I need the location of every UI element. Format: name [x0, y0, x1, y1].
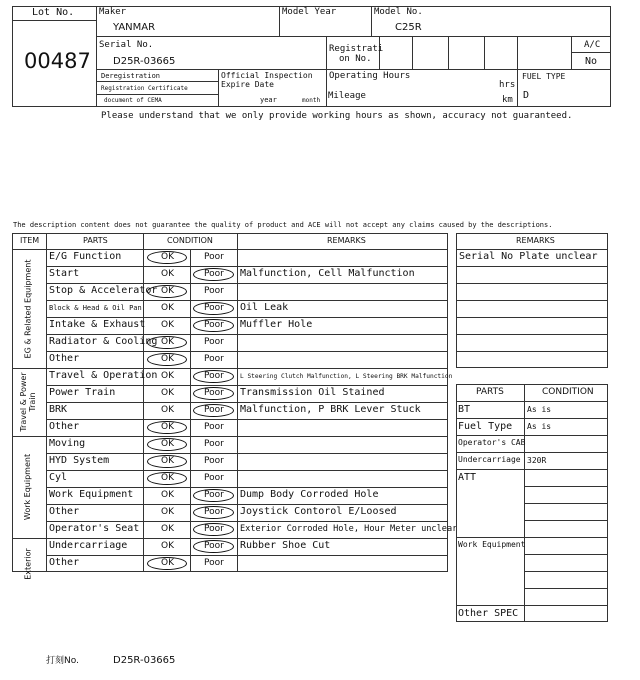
parts-name: Operator's CAB	[458, 438, 526, 447]
group-label: Travel & Power Train	[19, 372, 37, 432]
remark-text: L Steering Clutch Malfunction, L Steering BRK Malfunction	[240, 373, 453, 380]
poor-option: Poor	[204, 507, 224, 517]
column-header-parts: PARTS	[83, 236, 108, 245]
ok-selected-mark	[147, 438, 187, 451]
poor-selected-mark	[193, 370, 234, 383]
row-divider	[524, 486, 608, 487]
poor-selected-mark	[193, 387, 234, 400]
part-name: Work Equipment	[49, 489, 134, 500]
condition-column-header: CONDITION	[542, 387, 594, 397]
serial-value: D25R-03665	[113, 56, 176, 67]
poor-option: Poor	[204, 303, 224, 313]
column-header-remarks: REMARKS	[327, 236, 366, 245]
lot-number: 00487	[24, 49, 91, 73]
poor-option: Poor	[204, 252, 224, 262]
divider	[218, 69, 219, 107]
divider	[12, 20, 96, 21]
poor-option: Poor	[204, 524, 224, 534]
group-label: EG & Related Equipment	[23, 259, 32, 358]
remark-text: Oil Leak	[240, 302, 289, 313]
ok-option: OK	[161, 490, 174, 500]
ok-option: OK	[161, 354, 174, 364]
parts-condition: As is	[527, 405, 552, 414]
poor-option: Poor	[204, 388, 224, 398]
row-divider	[46, 334, 448, 335]
poor-option: Poor	[204, 456, 224, 466]
row-divider	[456, 334, 608, 335]
row-divider	[46, 470, 448, 471]
divider	[448, 36, 449, 69]
ok-selected-mark	[147, 557, 187, 570]
poor-selected-mark	[193, 302, 234, 315]
poor-selected-mark	[193, 268, 234, 281]
ok-option: OK	[161, 337, 174, 347]
part-name: Other	[49, 421, 80, 432]
ok-option: OK	[161, 286, 174, 296]
poor-option: Poor	[204, 269, 224, 279]
hours-note: Please understand that we only provide working hours as shown, accuracy not guaranteed.	[101, 111, 573, 121]
row-divider	[46, 351, 448, 352]
poor-option: Poor	[204, 490, 224, 500]
poor-option: Poor	[204, 337, 224, 347]
inspection-label: Official Inspection	[221, 71, 313, 80]
divider	[484, 36, 485, 69]
divider	[12, 249, 448, 250]
part-name: Operator's Seat	[49, 523, 140, 534]
ok-option: OK	[161, 371, 174, 381]
poor-option: Poor	[204, 422, 224, 432]
row-divider	[46, 436, 448, 437]
row-divider	[524, 418, 608, 419]
ac-value: No	[585, 56, 598, 67]
divider	[96, 94, 218, 95]
row-divider	[456, 605, 524, 606]
remark-text: Rubber Shoe Cut	[240, 540, 331, 551]
ok-selected-mark	[147, 251, 187, 264]
inspection-label-2: Expire Date	[221, 80, 274, 89]
ok-option: OK	[161, 252, 174, 262]
row-divider	[524, 537, 608, 538]
ok-selected-mark	[147, 336, 187, 349]
part-name: E/G Function	[49, 251, 122, 262]
part-name: Other	[49, 557, 80, 568]
ok-option: OK	[161, 320, 174, 330]
poor-option: Poor	[204, 558, 224, 568]
stamp-value: D25R-03665	[113, 655, 176, 666]
part-name: Start	[49, 268, 80, 279]
part-name: Undercarriage	[49, 540, 128, 551]
ok-selected-mark	[147, 353, 187, 366]
ok-option: OK	[161, 541, 174, 551]
row-divider	[524, 435, 608, 436]
parts-name: Other SPEC	[458, 608, 519, 619]
poor-option: Poor	[204, 541, 224, 551]
parts-name: BT	[458, 404, 471, 415]
row-divider	[46, 317, 448, 318]
serial-label: Serial No.	[99, 40, 154, 50]
model-no-value: C25R	[395, 22, 422, 33]
lot-label: Lot No.	[32, 7, 75, 18]
registration-label-2: on No.	[339, 54, 372, 64]
ac-label: A/C	[584, 40, 601, 50]
fuel-type-label: FUEL TYPE	[522, 72, 566, 81]
row-divider	[524, 588, 608, 589]
part-name: Other	[49, 506, 80, 517]
ok-option: OK	[161, 524, 174, 534]
row-divider	[46, 368, 448, 369]
part-name: Power Train	[49, 387, 116, 398]
ok-option: OK	[161, 439, 174, 449]
row-divider	[46, 385, 448, 386]
remark-text: Joystick Contorol E/Loosed	[240, 506, 397, 517]
maker-value: YANMAR	[113, 22, 156, 33]
divider	[412, 36, 413, 69]
row-divider	[524, 469, 608, 470]
stamp-label: 打刻No.	[46, 656, 79, 666]
poor-option: Poor	[204, 473, 224, 483]
km-unit: km	[502, 95, 513, 105]
poor-option: Poor	[204, 439, 224, 449]
remark-text: Malfunction, P BRK Lever Stuck	[240, 404, 421, 415]
disclaimer: The description content does not guarantee the quality of product and ACE will not accept any claims caused by the descriptions.	[13, 221, 553, 229]
remark-text: Exterior Corroded Hole, Hour Meter unclear	[240, 524, 458, 534]
remark-text: Transmission Oil Stained	[240, 387, 385, 398]
ok-option: OK	[161, 405, 174, 415]
poor-selected-mark	[193, 319, 234, 332]
poor-option: Poor	[204, 354, 224, 364]
part-name: Stop & Accelerator	[49, 285, 158, 296]
row-divider	[46, 300, 448, 301]
remarks-title: REMARKS	[516, 236, 555, 245]
divider	[96, 69, 611, 70]
poor-selected-mark	[193, 540, 234, 553]
row-divider	[46, 555, 448, 556]
divider	[456, 401, 608, 402]
remark-text: Muffler Hole	[240, 319, 313, 330]
row-divider	[46, 266, 448, 267]
column-header-item: ITEM	[20, 236, 40, 245]
registration-certificate-label: Registration Certificate	[101, 85, 188, 92]
row-divider	[456, 452, 524, 453]
ok-selected-mark	[147, 472, 187, 485]
parts-name: Undercarriage	[458, 455, 521, 464]
parts-name: ATT	[458, 472, 477, 483]
row-divider	[456, 300, 608, 301]
row-divider	[456, 266, 608, 267]
remark-text: Dump Body Corroded Hole	[240, 489, 379, 500]
hrs-unit: hrs	[499, 80, 516, 90]
row-divider	[524, 520, 608, 521]
poor-selected-mark	[193, 523, 234, 536]
row-divider	[46, 521, 448, 522]
fuel-type-value: D	[523, 90, 530, 101]
row-divider	[524, 571, 608, 572]
registration-label: Registrati	[329, 44, 384, 54]
model-year-label: Model Year	[282, 7, 337, 17]
year-label: year	[260, 96, 277, 104]
poor-option: Poor	[204, 320, 224, 330]
row-divider	[456, 418, 524, 419]
column-header-condition: CONDITION	[167, 236, 213, 245]
divider	[326, 36, 327, 107]
divider	[371, 6, 372, 36]
remark-text: Malfunction, Cell Malfunction	[240, 268, 415, 279]
ok-option: OK	[161, 473, 174, 483]
row-divider	[456, 435, 524, 436]
group-label: Exterior	[23, 547, 32, 580]
part-name: HYD System	[49, 455, 110, 466]
row-divider	[456, 317, 608, 318]
divider	[279, 6, 280, 36]
group-label: Work Equipment	[23, 453, 32, 521]
ok-option: OK	[161, 558, 174, 568]
parts-name: Work Equipment	[458, 540, 526, 549]
ok-option: OK	[161, 422, 174, 432]
row-divider	[46, 504, 448, 505]
ok-option: OK	[161, 507, 174, 517]
divider	[456, 249, 608, 250]
ok-option: OK	[161, 388, 174, 398]
part-name: Radiator & Cooling	[49, 336, 158, 347]
part-name: BRK	[49, 404, 68, 415]
row-divider	[456, 351, 608, 352]
ok-selected-mark	[147, 455, 187, 468]
parts-condition: As is	[527, 422, 552, 431]
cema-label: document of CEMA	[104, 97, 162, 104]
deregistration-label: Deregistration	[101, 72, 161, 80]
row-divider	[46, 283, 448, 284]
month-label: month	[302, 97, 321, 104]
poor-option: Poor	[204, 405, 224, 415]
row-divider	[456, 537, 524, 538]
ok-option: OK	[161, 303, 174, 313]
parts-name: Fuel Type	[458, 421, 513, 432]
row-divider	[46, 419, 448, 420]
poor-selected-mark	[193, 404, 234, 417]
ok-selected-mark	[147, 285, 187, 298]
ok-option: OK	[161, 456, 174, 466]
ok-selected-mark	[147, 421, 187, 434]
row-divider	[46, 402, 448, 403]
row-divider	[524, 554, 608, 555]
part-name: Cyl	[49, 472, 68, 483]
operating-hours-label: Operating Hours	[329, 71, 411, 81]
divider	[517, 36, 518, 107]
poor-selected-mark	[193, 506, 234, 519]
maker-label: Maker	[99, 7, 127, 17]
poor-option: Poor	[204, 371, 224, 381]
part-name: Moving	[49, 438, 86, 449]
remark-line: Serial No Plate unclear	[459, 251, 598, 262]
mileage-label: Mileage	[328, 91, 366, 101]
poor-selected-mark	[193, 489, 234, 502]
poor-option: Poor	[204, 286, 224, 296]
row-divider	[456, 283, 608, 284]
divider	[571, 52, 611, 53]
divider	[96, 6, 97, 107]
row-divider	[46, 453, 448, 454]
divider	[96, 36, 611, 37]
row-divider	[46, 487, 448, 488]
parts-column-header: PARTS	[476, 387, 504, 397]
row-divider	[456, 469, 524, 470]
parts-condition: 320R	[527, 456, 547, 465]
divider	[190, 249, 191, 572]
part-name: Other	[49, 353, 80, 364]
ok-option: OK	[161, 269, 174, 279]
row-divider	[46, 538, 448, 539]
part-name: Block & Head & Oil Pan	[49, 304, 142, 312]
row-divider	[524, 503, 608, 504]
model-no-label: Model No.	[374, 7, 423, 17]
row-divider	[524, 605, 608, 606]
part-name: Travel & Operation	[49, 370, 158, 381]
divider	[96, 81, 218, 82]
part-name: Intake & Exhaust	[49, 319, 146, 330]
row-divider	[524, 452, 608, 453]
